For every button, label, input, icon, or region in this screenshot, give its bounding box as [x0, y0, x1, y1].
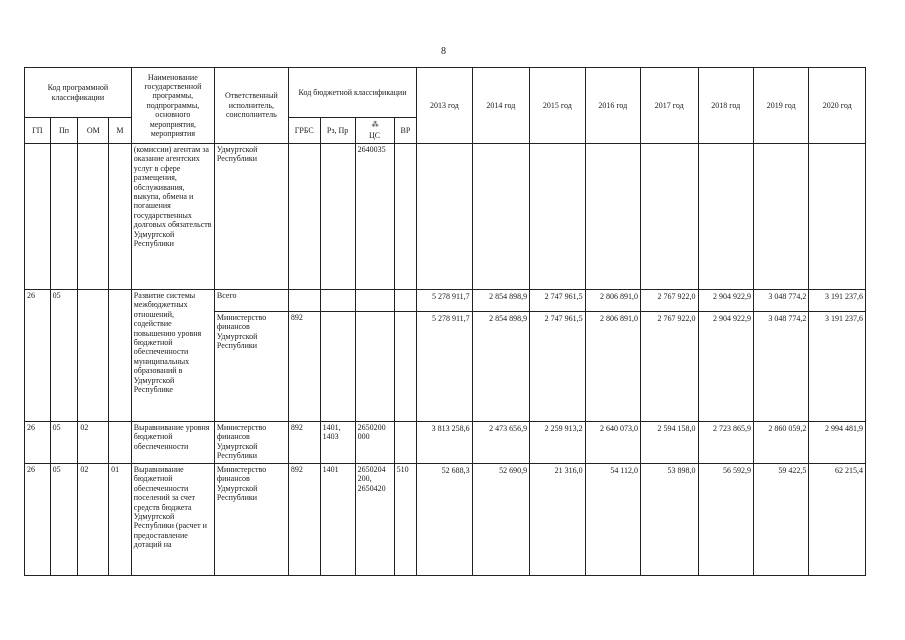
cell-value: 2 747 961,5	[530, 312, 585, 422]
header-gp: ГП	[25, 118, 51, 144]
cell-executor: Министерство финансов Удмуртской Республики	[214, 464, 288, 576]
header-name: Наименование государственной программы, подпрограммы, основного мероприятия, мероприятия	[131, 68, 214, 144]
cell-value	[472, 144, 530, 290]
cell-value: 5 278 911,7	[417, 312, 472, 422]
cell-rz	[320, 144, 355, 290]
header-year: 2015 год	[530, 68, 585, 144]
header-cs: ⁂ ЦС	[355, 118, 394, 144]
cell-value: 52 688,3	[417, 464, 472, 576]
cell-vr	[394, 422, 417, 464]
header-year: 2018 год	[698, 68, 753, 144]
cell-om	[78, 290, 109, 422]
cell-grbs	[288, 144, 320, 290]
cell-m	[109, 144, 132, 290]
header-year: 2017 год	[641, 68, 699, 144]
header-program-classification: Код программной классификации	[25, 68, 132, 118]
cell-value	[641, 144, 699, 290]
cell-value: 3 191 237,6	[809, 312, 866, 422]
cell-gp: 26	[25, 290, 51, 422]
cell-gp: 26	[25, 422, 51, 464]
cell-value	[417, 144, 472, 290]
cell-pp: 05	[50, 290, 78, 422]
cell-m: 01	[109, 464, 132, 576]
header-grbs: ГРБС	[288, 118, 320, 144]
program-table	[24, 67, 866, 576]
cell-rz: 1401	[320, 464, 355, 576]
cell-vr	[394, 312, 417, 422]
cell-value	[530, 144, 585, 290]
cell-value: 56 592,9	[698, 464, 753, 576]
cell-pp: 05	[50, 422, 78, 464]
cell-value: 3 048 774,2	[753, 290, 808, 312]
cell-cs: 2650200 000	[355, 422, 394, 464]
cell-value: 3 191 237,6	[809, 290, 866, 312]
cell-value	[753, 144, 808, 290]
header-rz: Рз, Пр	[320, 118, 355, 144]
cell-cs	[355, 290, 394, 312]
cell-grbs: 892	[288, 312, 320, 422]
page-number: 8	[441, 46, 446, 57]
cell-gp: 26	[25, 464, 51, 576]
cell-vr	[394, 290, 417, 312]
cell-value: 2 473 656,9	[472, 422, 530, 464]
cell-value: 54 112,0	[585, 464, 640, 576]
cell-value: 2 747 961,5	[530, 290, 585, 312]
cell-value: 59 422,5	[753, 464, 808, 576]
cell-value: 2 640 073,0	[585, 422, 640, 464]
cell-value: 2 904 922,9	[698, 312, 753, 422]
header-year: 2020 год	[809, 68, 866, 144]
cell-value: 2 767 922,0	[641, 312, 699, 422]
cell-value: 2 904 922,9	[698, 290, 753, 312]
cell-grbs	[288, 290, 320, 312]
cell-value: 3 813 258,6	[417, 422, 472, 464]
header-executor: Ответственный исполнитель, соисполнитель	[214, 68, 288, 144]
cell-pp: 05	[50, 464, 78, 576]
cell-value: 2 767 922,0	[641, 290, 699, 312]
cell-value: 53 898,0	[641, 464, 699, 576]
cell-executor: Удмуртской Республики	[214, 144, 288, 290]
cell-value: 2 860 059,2	[753, 422, 808, 464]
header-budget-code: Код бюджетной классификации	[288, 68, 416, 118]
header-year: 2013 год	[417, 68, 472, 144]
cell-m	[109, 290, 132, 422]
cell-cs: 2650204 200, 2650420	[355, 464, 394, 576]
cell-vr	[394, 144, 417, 290]
table-row	[25, 290, 866, 312]
cell-rz: 1401, 1403	[320, 422, 355, 464]
cell-om: 02	[78, 422, 109, 464]
cell-name: Выравнивание бюджетной обеспеченности поселений за счет средств бюджета Удмуртской Республики (расчет и предоставление дотаций на	[131, 464, 214, 576]
cell-executor: Министерство финансов Удмуртской Республики	[214, 422, 288, 464]
cell-value: 3 048 774,2	[753, 312, 808, 422]
cell-vr: 510	[394, 464, 417, 576]
cell-value: 2 723 865,9	[698, 422, 753, 464]
cell-value: 21 316,0	[530, 464, 585, 576]
stamp-mark: ⁂	[371, 121, 378, 130]
cell-value	[585, 144, 640, 290]
header-year: 2019 год	[753, 68, 808, 144]
cell-executor: Министерство финансов Удмуртской Республики	[214, 312, 288, 422]
cell-gp	[25, 144, 51, 290]
cell-value: 2 806 891,0	[585, 290, 640, 312]
table-row	[25, 422, 866, 464]
table-row	[25, 144, 866, 290]
cell-om: 02	[78, 464, 109, 576]
header-row	[25, 68, 866, 118]
cell-value: 2 854 898,9	[472, 312, 530, 422]
cell-grbs: 892	[288, 422, 320, 464]
header-vr: ВР	[394, 118, 417, 144]
cell-name: Развитие системы межбюджетных отношений, содействие повышению уровня бюджетной обеспеченности муниципальных образований в Удмуртской Республике	[131, 290, 214, 422]
cell-value	[809, 144, 866, 290]
cell-name: (комиссии) агентам за оказание агентских услуг в сфере размещения, обслуживания, выкупа, обмена и погашения государственных долговых обязательств Удмуртской Республики	[131, 144, 214, 290]
cell-pp	[50, 144, 78, 290]
header-year: 2016 год	[585, 68, 640, 144]
cell-value: 2 806 891,0	[585, 312, 640, 422]
cell-value: 5 278 911,7	[417, 290, 472, 312]
table-row	[25, 464, 866, 576]
cell-om	[78, 144, 109, 290]
cell-cs: 2640035	[355, 144, 394, 290]
header-om: ОМ	[78, 118, 109, 144]
cell-value	[698, 144, 753, 290]
cell-value: 62 215,4	[809, 464, 866, 576]
header-m: М	[109, 118, 132, 144]
cell-value: 2 259 913,2	[530, 422, 585, 464]
cell-value: 2 994 481,9	[809, 422, 866, 464]
cell-grbs: 892	[288, 464, 320, 576]
cell-rz	[320, 312, 355, 422]
cell-m	[109, 422, 132, 464]
header-year: 2014 год	[472, 68, 530, 144]
cell-rz	[320, 290, 355, 312]
cell-name: Выравнивание уровня бюджетной обеспеченности	[131, 422, 214, 464]
cell-value: 52 690,9	[472, 464, 530, 576]
cell-executor: Всего	[214, 290, 288, 312]
header-pp: Пп	[50, 118, 78, 144]
cell-value: 2 594 158,0	[641, 422, 699, 464]
cell-cs	[355, 312, 394, 422]
cell-value: 2 854 898,9	[472, 290, 530, 312]
